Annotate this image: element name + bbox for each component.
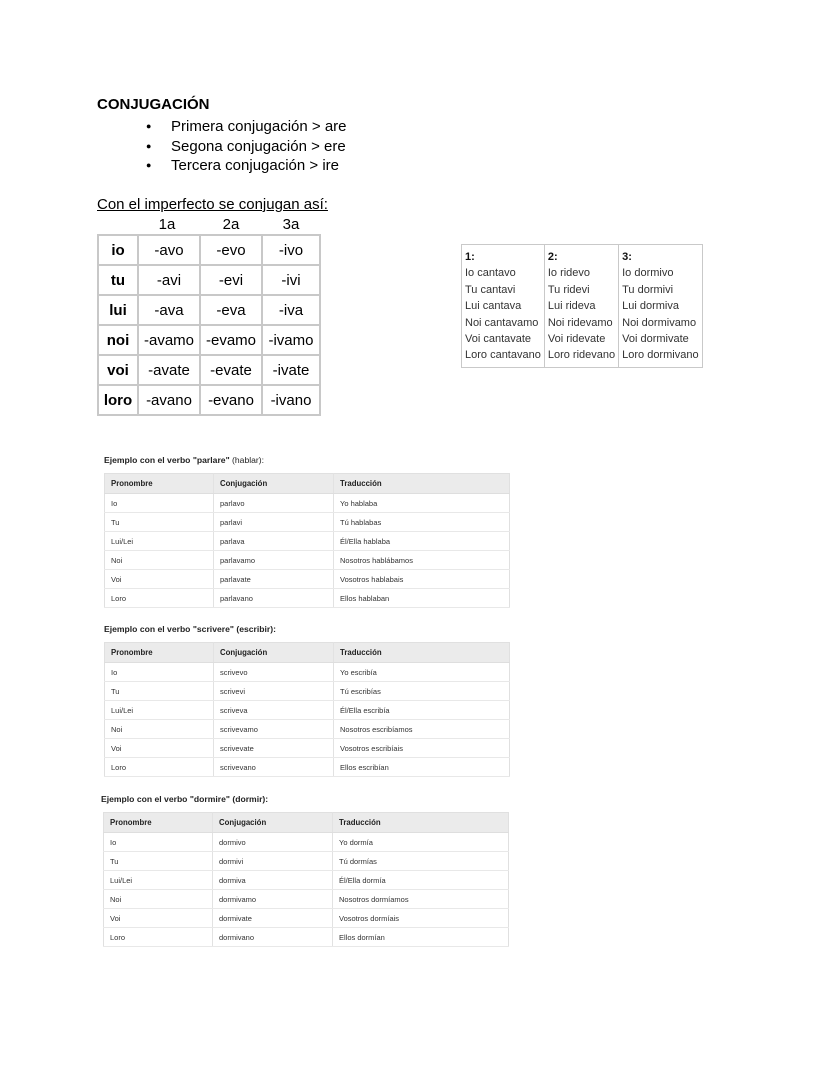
table-cell: Ellos dormían — [333, 928, 509, 947]
table-cell: Yo dormía — [333, 833, 509, 852]
grid-line: Io dormivo — [622, 267, 674, 280]
grid-line: Tu ridevi — [547, 283, 590, 296]
conjugation-grid — [461, 244, 703, 368]
table-cell: scrivevate — [214, 739, 334, 758]
table-header-row — [104, 813, 509, 833]
grid-header: 3: — [622, 251, 632, 263]
ending-cell: -ava — [138, 295, 200, 325]
table-cell: Vosotros hablabais — [334, 570, 510, 589]
example-table — [103, 812, 509, 947]
grid-line: Lui cantava — [465, 300, 522, 313]
table-header-row — [105, 474, 510, 494]
column-header: Traducción — [334, 643, 510, 663]
grid-column — [544, 245, 618, 368]
table-cell: Loro — [105, 589, 214, 608]
table-cell: Lui/Lei — [105, 532, 214, 551]
example-title — [101, 794, 268, 804]
table-cell: scrivevo — [214, 663, 334, 682]
column-header: Conjugación — [213, 813, 333, 833]
grid-line: Tu dormivi — [622, 283, 674, 296]
grid-line: Noi dormivamo — [622, 316, 697, 329]
table-row — [104, 833, 509, 852]
grid-column — [619, 245, 702, 368]
pronoun-cell: io — [98, 235, 138, 265]
table-row — [98, 385, 320, 415]
grid-line: Voi ridevate — [547, 332, 606, 345]
grid-column — [462, 245, 545, 368]
endings-table — [97, 234, 321, 416]
table-cell: Lui/Lei — [105, 701, 214, 720]
pronoun-cell: voi — [98, 355, 138, 385]
conjugation-list — [144, 117, 347, 176]
pronoun-cell: loro — [98, 385, 138, 415]
ending-cell: -ivate — [262, 355, 320, 385]
table-cell: Voi — [104, 909, 213, 928]
table-cell: dormivate — [213, 909, 333, 928]
table-cell: Nosotros hablábamos — [334, 551, 510, 570]
table-cell: Yo hablaba — [334, 494, 510, 513]
table-cell: parlavano — [214, 589, 334, 608]
ending-cell: -ivamo — [262, 325, 320, 355]
column-header: Conjugación — [214, 474, 334, 494]
table-row — [105, 589, 510, 608]
table-cell: Ellos hablaban — [334, 589, 510, 608]
table-row — [105, 551, 510, 570]
grid-line: Noi cantavamo — [465, 316, 539, 329]
grid-line: Voi dormivate — [622, 332, 689, 345]
table-row — [98, 325, 320, 355]
table-row — [105, 663, 510, 682]
table-cell: parlava — [214, 532, 334, 551]
grid-line: Io ridevo — [547, 267, 591, 280]
table-cell: Vosotros escribíais — [334, 739, 510, 758]
table-header-row — [105, 643, 510, 663]
table-cell: Tú escribías — [334, 682, 510, 701]
table-cell: Nosotros escribíamos — [334, 720, 510, 739]
table-cell: dormivamo — [213, 890, 333, 909]
table-cell: parlavi — [214, 513, 334, 532]
table-cell: Loro — [104, 928, 213, 947]
table-cell: scrivevano — [214, 758, 334, 777]
table-cell: Vosotros dormíais — [333, 909, 509, 928]
grid-line: Io cantavo — [465, 267, 516, 280]
column-header: Pronombre — [105, 474, 214, 494]
table-cell: dormivano — [213, 928, 333, 947]
grid-line: Loro ridevano — [547, 349, 616, 362]
table-cell: Él/Ella hablaba — [334, 532, 510, 551]
table-cell: Nosotros dormíamos — [333, 890, 509, 909]
pronoun-cell: noi — [98, 325, 138, 355]
table-row — [104, 890, 509, 909]
grid-line: Loro dormivano — [622, 349, 699, 362]
table-cell: parlavamo — [214, 551, 334, 570]
pronoun-cell: lui — [98, 295, 138, 325]
table-cell: Él/Ella dormía — [333, 871, 509, 890]
ending-cell: -evamo — [200, 325, 262, 355]
grid-header: 1: — [465, 251, 475, 263]
table-row — [105, 570, 510, 589]
table-cell: dormivi — [213, 852, 333, 871]
ending-cell: -avi — [138, 265, 200, 295]
example-title-main: Ejemplo con el verbo "dormire" (dormir): — [101, 794, 269, 804]
table-cell: Voi — [105, 570, 214, 589]
table-row — [105, 494, 510, 513]
example-title-main: Ejemplo con el verbo "parlare" — [104, 455, 230, 465]
table-cell: Loro — [105, 758, 214, 777]
page-title: CONJUGACIÓN — [97, 96, 210, 113]
table-cell: scrivevamo — [214, 720, 334, 739]
table-row — [105, 513, 510, 532]
column-header: Traducción — [334, 474, 510, 494]
table-cell: Noi — [104, 890, 213, 909]
table-cell: Noi — [105, 551, 214, 570]
table-row — [104, 909, 509, 928]
column-header: Pronombre — [104, 813, 213, 833]
example-title — [104, 624, 276, 634]
grid-line: Noi ridevamo — [547, 316, 613, 329]
ending-cell: -iva — [262, 295, 320, 325]
table-row — [105, 532, 510, 551]
column-header: 1a — [158, 216, 176, 233]
table-cell: Ellos escribían — [334, 758, 510, 777]
column-header: 2a — [222, 216, 240, 233]
grid-line: Tu cantavi — [465, 283, 516, 296]
table-cell: Io — [105, 663, 214, 682]
ending-column-headers — [97, 216, 323, 234]
example-title-translation: (hablar): — [229, 455, 265, 465]
ending-cell: -avate — [138, 355, 200, 385]
imperfect-label: Con el imperfecto se conjugan así: — [97, 196, 328, 213]
table-row — [105, 682, 510, 701]
table-cell: Tu — [105, 682, 214, 701]
grid-line: Loro cantavano — [465, 349, 541, 362]
table-row — [98, 265, 320, 295]
ending-cell: -evi — [200, 265, 262, 295]
table-cell: scriveva — [214, 701, 334, 720]
example-title — [104, 455, 264, 465]
ending-cell: -evo — [200, 235, 262, 265]
table-cell: Lui/Lei — [104, 871, 213, 890]
grid-line: Lui dormiva — [622, 300, 679, 313]
ending-cell: -evano — [200, 385, 262, 415]
list-item: ● Tercera conjugación > ire — [144, 156, 347, 176]
column-header: Conjugación — [214, 643, 334, 663]
grid-header: 2: — [547, 251, 558, 263]
table-row — [105, 701, 510, 720]
example-table — [104, 473, 510, 608]
example-title-main: Ejemplo con el verbo "scrivere" (escribir): — [104, 624, 276, 634]
pronoun-cell: tu — [98, 265, 138, 295]
table-cell: Io — [104, 833, 213, 852]
table-cell: Io — [105, 494, 214, 513]
table-row — [104, 871, 509, 890]
ending-cell: -avo — [138, 235, 200, 265]
table-cell: dormivo — [213, 833, 333, 852]
ending-cell: -ivano — [262, 385, 320, 415]
ending-cell: -avamo — [138, 325, 200, 355]
ending-cell: -eva — [200, 295, 262, 325]
table-row — [98, 235, 320, 265]
table-row — [105, 739, 510, 758]
table-row — [105, 720, 510, 739]
table-cell: Tú dormías — [333, 852, 509, 871]
grid-line: Lui rideva — [547, 300, 596, 313]
table-cell: Tu — [104, 852, 213, 871]
table-row — [98, 355, 320, 385]
table-cell: Tú hablabas — [334, 513, 510, 532]
ending-cell: -avano — [138, 385, 200, 415]
grid-line: Voi cantavate — [465, 332, 532, 345]
table-row — [104, 928, 509, 947]
table-cell: dormiva — [213, 871, 333, 890]
table-cell: Él/Ella escribía — [334, 701, 510, 720]
column-header: Pronombre — [105, 643, 214, 663]
table-cell: Tu — [105, 513, 214, 532]
table-row — [104, 852, 509, 871]
list-item: ● Primera conjugación > are — [144, 117, 347, 137]
table-cell: Noi — [105, 720, 214, 739]
list-item: ● Segona conjugación > ere — [144, 137, 347, 157]
table-cell: scrivevi — [214, 682, 334, 701]
table-cell: parlavo — [214, 494, 334, 513]
ending-cell: -evate — [200, 355, 262, 385]
table-cell: Voi — [105, 739, 214, 758]
ending-cell: -ivi — [262, 265, 320, 295]
table-cell: parlavate — [214, 570, 334, 589]
table-row — [98, 295, 320, 325]
table-row — [105, 758, 510, 777]
example-table — [104, 642, 510, 777]
column-header: 3a — [282, 216, 300, 233]
table-cell: Yo escribía — [334, 663, 510, 682]
column-header: Traducción — [333, 813, 509, 833]
ending-cell: -ivo — [262, 235, 320, 265]
